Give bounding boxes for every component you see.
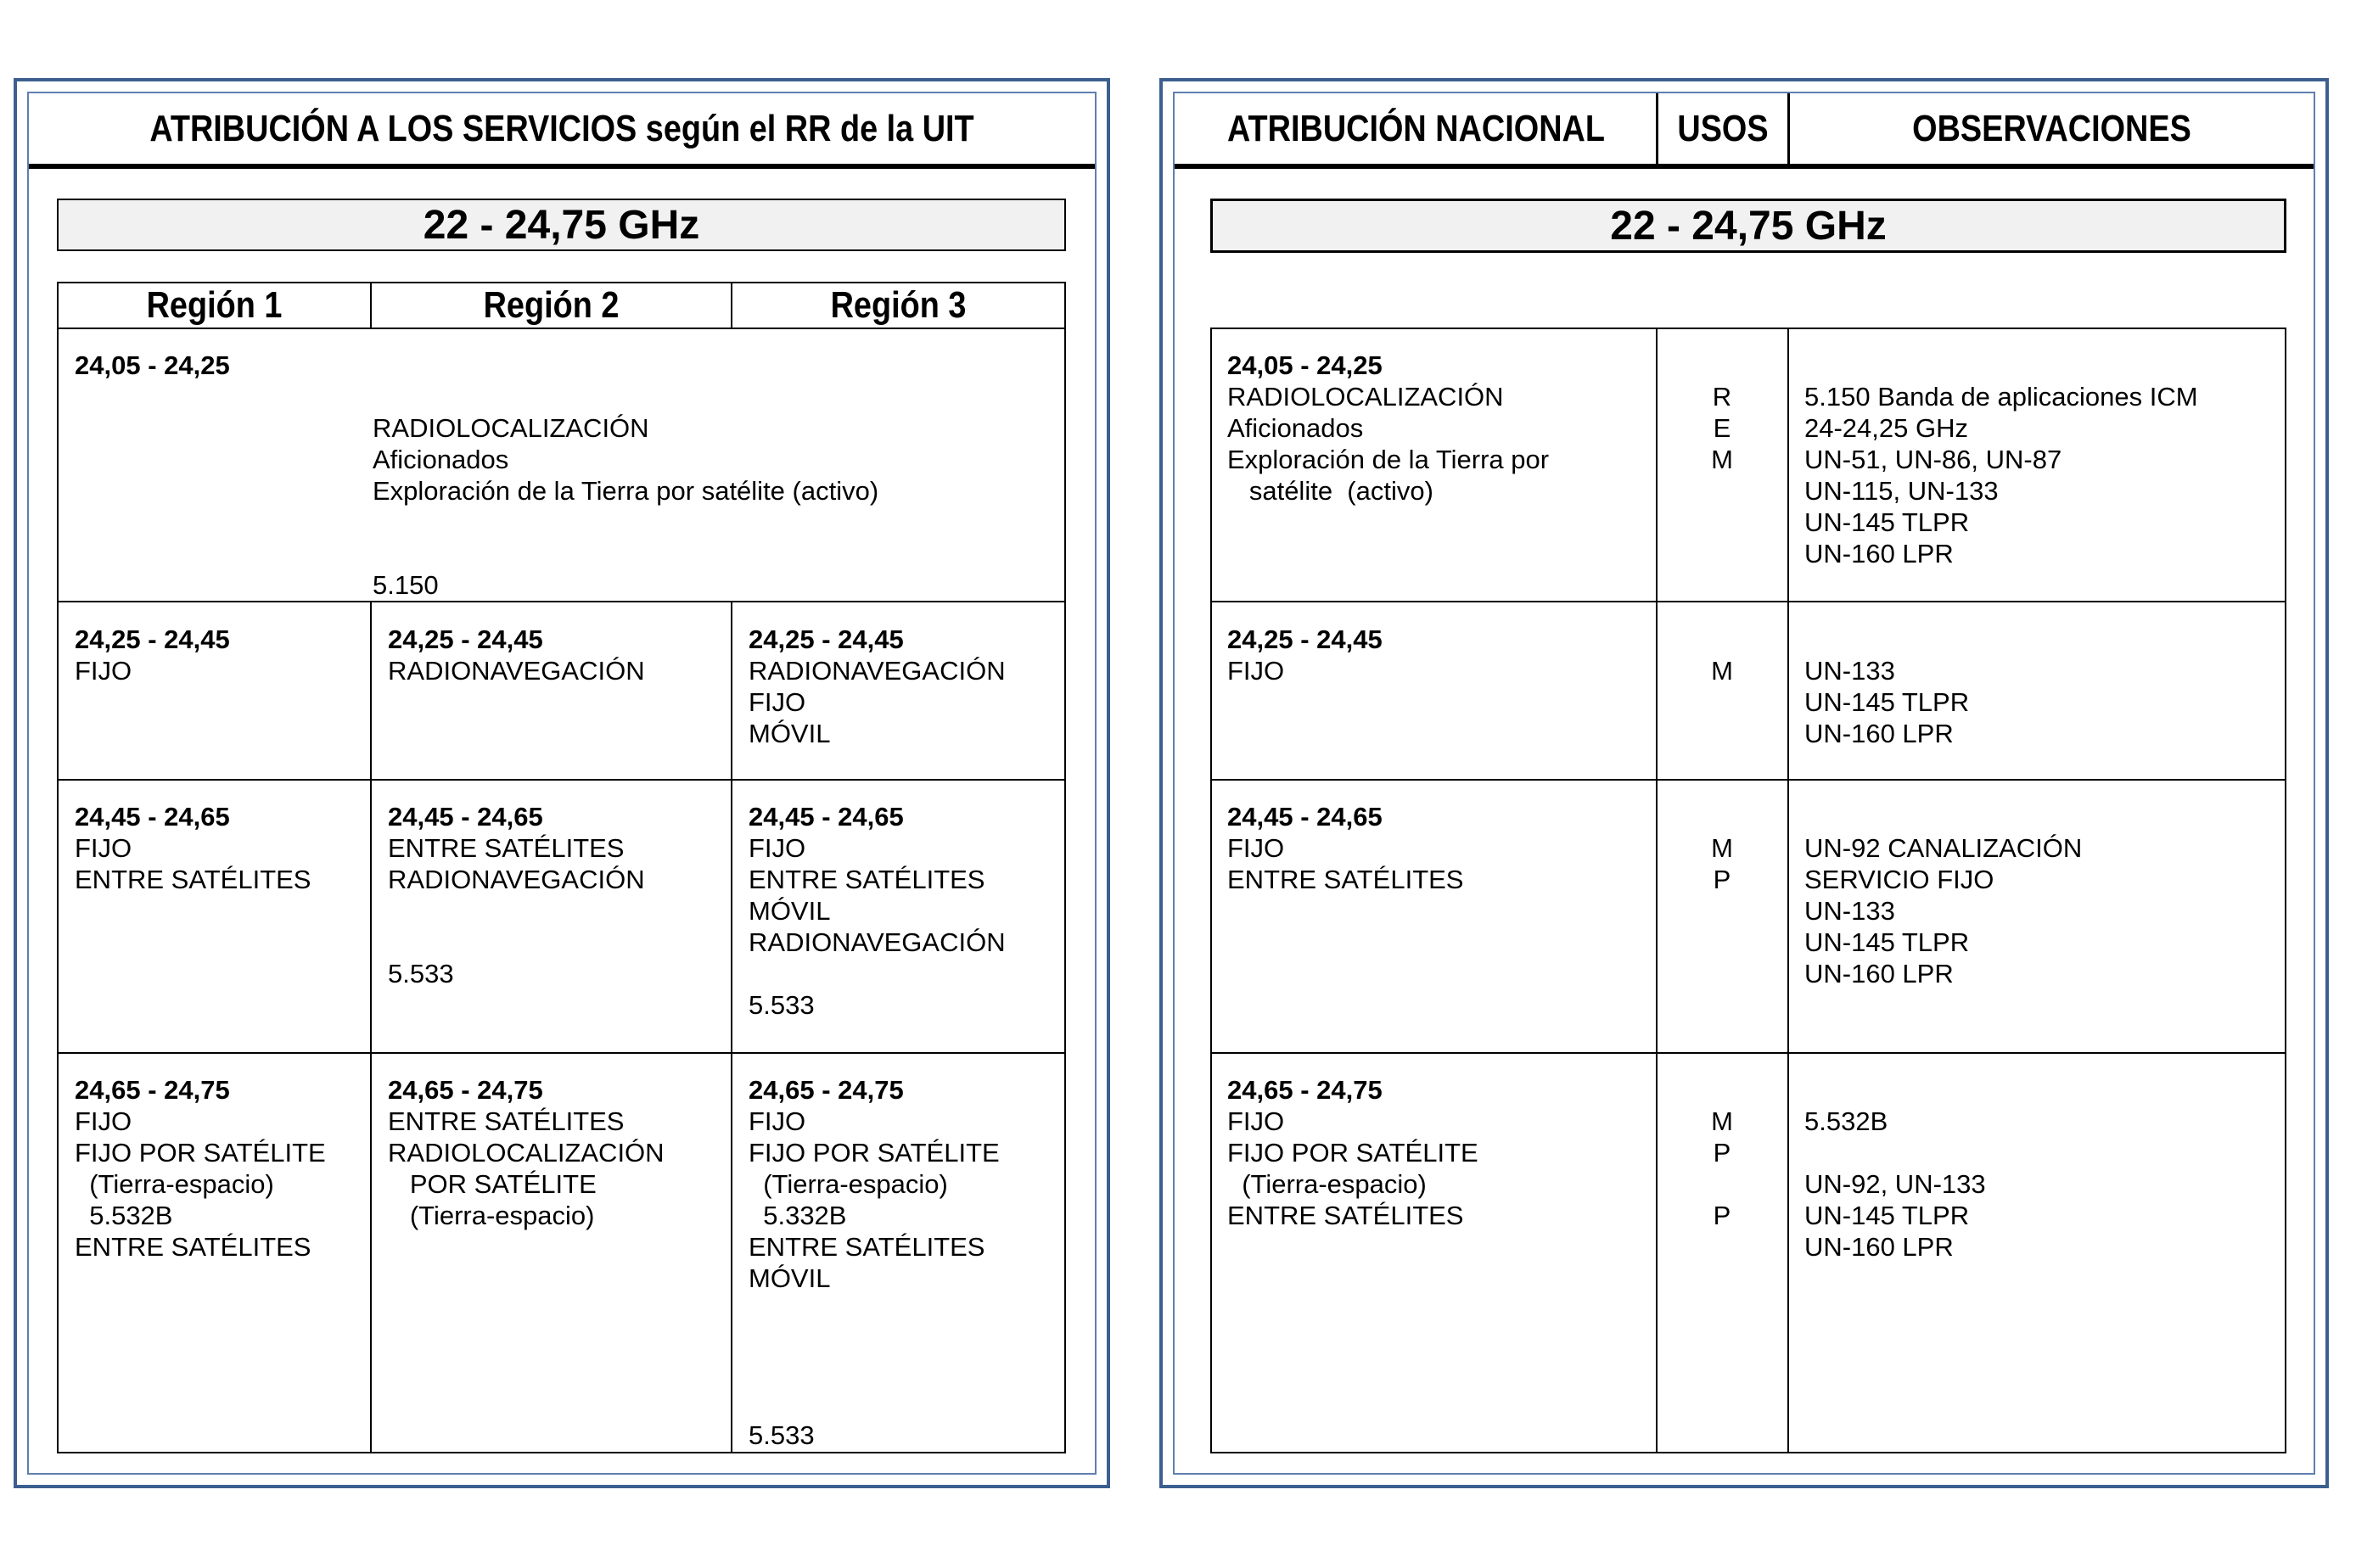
service-line: Aficionados xyxy=(1227,413,1364,443)
left-col-divider-2-body xyxy=(731,601,732,1453)
observation-line: UN-133 xyxy=(1804,896,1895,926)
frequency-range: 24,05 - 24,25 xyxy=(1227,350,1383,380)
service-line: Exploración de la Tierra por xyxy=(1227,445,1550,474)
service-line: ENTRE SATÉLITES xyxy=(388,833,625,863)
service-line: MÓVIL xyxy=(749,1263,831,1293)
uso-code: M xyxy=(1711,833,1733,863)
national-row-2-observaciones xyxy=(1804,624,1969,749)
region-3-header: Región 3 xyxy=(830,284,967,326)
service-line: MÓVIL xyxy=(749,719,831,748)
service-line: MÓVIL xyxy=(749,896,831,926)
service-line: (Tierra-espacio) xyxy=(388,1201,595,1230)
left-row-2-region-2 xyxy=(388,624,645,686)
frequency-range: 24,25 - 24,45 xyxy=(1227,624,1383,654)
service-line: ENTRE SATÉLITES xyxy=(75,1232,311,1262)
national-row-4-usos xyxy=(1697,1074,1747,1231)
left-row-rule-2 xyxy=(57,779,1066,781)
left-row-rule-3 xyxy=(57,1052,1066,1054)
left-col-divider-2-header xyxy=(731,282,732,329)
service-line: Aficionados xyxy=(373,445,509,474)
frequency-range: 24,45 - 24,65 xyxy=(749,802,904,832)
service-line: ENTRE SATÉLITES xyxy=(75,865,311,894)
observation-line: UN-92, UN-133 xyxy=(1804,1169,1986,1199)
service-line: FIJO POR SATÉLITE xyxy=(749,1138,1000,1168)
service-line: RADIONAVEGACIÓN xyxy=(388,865,645,894)
left-col-divider-1-header xyxy=(370,282,372,329)
uso-code: M xyxy=(1711,445,1733,474)
left-row-2-region-3 xyxy=(749,624,1006,749)
service-line: FIJO xyxy=(1227,833,1285,863)
uso-code: M xyxy=(1711,656,1733,686)
frequency-range: 24,25 - 24,45 xyxy=(749,624,904,654)
national-row-4-allocation xyxy=(1227,1074,1478,1231)
observation-line: SERVICIO FIJO xyxy=(1804,865,1994,894)
service-line: (Tierra-espacio) xyxy=(749,1169,948,1199)
uso-code: R xyxy=(1712,382,1732,412)
left-row-1-range: 24,05 - 24,25 xyxy=(75,350,230,380)
uso-code: P xyxy=(1713,1201,1731,1230)
service-line: ENTRE SATÉLITES xyxy=(749,1232,985,1262)
left-row-4-region-1 xyxy=(75,1074,326,1263)
right-header-divider-2 xyxy=(1787,93,1790,166)
left-row-3-region-1 xyxy=(75,801,311,895)
service-line: FIJO xyxy=(75,656,132,686)
service-line: RADIOLOCALIZACIÓN xyxy=(1227,382,1504,412)
service-line: Exploración de la Tierra por satélite (activo) xyxy=(373,476,879,506)
observation-line: UN-145 TLPR xyxy=(1804,507,1970,537)
observation-line: UN-160 LPR xyxy=(1804,1232,1954,1262)
service-line: FIJO xyxy=(1227,656,1285,686)
national-row-2-usos xyxy=(1697,624,1747,686)
observation-line: UN-160 LPR xyxy=(1804,959,1954,988)
service-line: FIJO xyxy=(749,833,806,863)
service-line: (Tierra-espacio) xyxy=(1227,1169,1427,1199)
left-col-divider-1-body xyxy=(370,601,372,1453)
uso-code: M xyxy=(1711,1106,1733,1136)
observation-line: UN-51, UN-86, UN-87 xyxy=(1804,445,2062,474)
left-row-3-region-3 xyxy=(749,801,1006,1021)
observation-line: UN-145 TLPR xyxy=(1804,927,1970,957)
service-line: RADIOLOCALIZACIÓN xyxy=(388,1138,665,1168)
frequency-range: 24,65 - 24,75 xyxy=(749,1075,904,1105)
right-row-rule-2 xyxy=(1210,779,2286,781)
service-line: FIJO POR SATÉLITE xyxy=(1227,1138,1478,1168)
frequency-range: 24,65 - 24,75 xyxy=(75,1075,230,1105)
observation-line: 5.150 Banda de aplicaciones ICM xyxy=(1804,382,2198,412)
frequency-range: 24,65 - 24,75 xyxy=(1227,1075,1383,1105)
header-observaciones: OBSERVACIONES xyxy=(1912,108,2191,149)
region-2-header: Región 2 xyxy=(483,284,620,326)
footnote-ref: 5.532B xyxy=(75,1201,173,1230)
national-row-3-allocation xyxy=(1227,801,1464,895)
service-line: RADIONAVEGACIÓN xyxy=(388,656,645,686)
observation-line: UN-133 xyxy=(1804,656,1895,686)
observation-line: 24-24,25 GHz xyxy=(1804,413,1968,443)
observation-line: UN-160 LPR xyxy=(1804,539,1954,568)
service-line: ENTRE SATÉLITES xyxy=(1227,865,1464,894)
observation-line: UN-115, UN-133 xyxy=(1804,476,1999,506)
national-row-1-allocation xyxy=(1227,350,1549,507)
service-line: FIJO xyxy=(1227,1106,1285,1136)
footnote-ref: 5.533 xyxy=(388,959,454,988)
right-band-title: 22 - 24,75 GHz xyxy=(1210,199,2286,253)
national-row-4-observaciones xyxy=(1804,1074,1986,1263)
header-usos: USOS xyxy=(1677,108,1769,149)
right-header-divider-1 xyxy=(1656,93,1658,166)
right-col-divider-1 xyxy=(1656,328,1658,1453)
right-row-rule-3 xyxy=(1210,1052,2286,1054)
right-col-divider-2 xyxy=(1787,328,1789,1453)
left-header-rule xyxy=(29,164,1095,169)
left-band-title: 22 - 24,75 GHz xyxy=(57,199,1066,251)
service-line: ENTRE SATÉLITES xyxy=(749,865,985,894)
frequency-range: 24,25 - 24,45 xyxy=(388,624,543,654)
observation-line: UN-145 TLPR xyxy=(1804,1201,1970,1230)
frequency-range: 24,45 - 24,65 xyxy=(388,802,543,832)
left-row-1-services xyxy=(373,381,878,632)
frequency-range: 24,45 - 24,65 xyxy=(1227,802,1383,832)
observation-line: 5.532B xyxy=(1804,1106,1888,1136)
national-row-1-usos xyxy=(1697,350,1747,475)
service-line: ENTRE SATÉLITES xyxy=(1227,1201,1464,1230)
footnote-ref: 5.332B xyxy=(749,1201,847,1230)
service-line: RADIONAVEGACIÓN xyxy=(749,656,1006,686)
service-line: FIJO xyxy=(749,687,806,717)
service-line xyxy=(373,538,878,569)
left-row-3-region-2 xyxy=(388,801,645,989)
service-line: (Tierra-espacio) xyxy=(75,1169,274,1199)
region-1-header: Región 1 xyxy=(146,284,283,326)
service-line: FIJO xyxy=(749,1106,806,1136)
left-region-header-rule xyxy=(57,328,1066,329)
left-panel-title: ATRIBUCIÓN A LOS SERVICIOS según el RR de la UIT xyxy=(149,108,974,149)
national-row-2-allocation xyxy=(1227,624,1383,686)
uso-code: P xyxy=(1713,1138,1731,1168)
left-row-4-region-2 xyxy=(388,1074,665,1231)
observation-line: UN-145 TLPR xyxy=(1804,687,1970,717)
service-line: RADIOLOCALIZACIÓN xyxy=(373,413,649,443)
observation-line: UN-92 CANALIZACIÓN xyxy=(1804,833,2083,863)
service-line: RADIONAVEGACIÓN xyxy=(749,927,1006,957)
service-line: POR SATÉLITE xyxy=(388,1169,597,1199)
frequency-range: 24,65 - 24,75 xyxy=(388,1075,543,1105)
footnote-ref: 5.150 xyxy=(373,570,439,600)
footnote-ref: 5.533 xyxy=(749,1420,815,1450)
right-header-rule xyxy=(1175,164,2314,169)
service-line: FIJO xyxy=(75,833,132,863)
header-atribucion-nacional: ATRIBUCIÓN NACIONAL xyxy=(1227,108,1605,149)
service-line: FIJO POR SATÉLITE xyxy=(75,1138,326,1168)
national-row-3-usos xyxy=(1697,801,1747,895)
observation-line: UN-160 LPR xyxy=(1804,719,1954,748)
uso-code: P xyxy=(1713,865,1731,894)
national-row-1-observaciones xyxy=(1804,350,2198,569)
frequency-range: 24,45 - 24,65 xyxy=(75,802,230,832)
service-line: FIJO xyxy=(75,1106,132,1136)
frequency-range: 24,25 - 24,45 xyxy=(75,624,230,654)
left-row-4-region-3 xyxy=(749,1074,1000,1451)
right-row-rule-1 xyxy=(1210,601,2286,602)
left-row-2-region-1 xyxy=(75,624,230,686)
national-row-3-observaciones xyxy=(1804,801,2082,989)
service-line xyxy=(373,507,878,538)
service-line: satélite (activo) xyxy=(1227,476,1433,506)
service-line: ENTRE SATÉLITES xyxy=(388,1106,625,1136)
uso-code: E xyxy=(1713,413,1731,443)
footnote-ref: 5.533 xyxy=(749,990,815,1020)
